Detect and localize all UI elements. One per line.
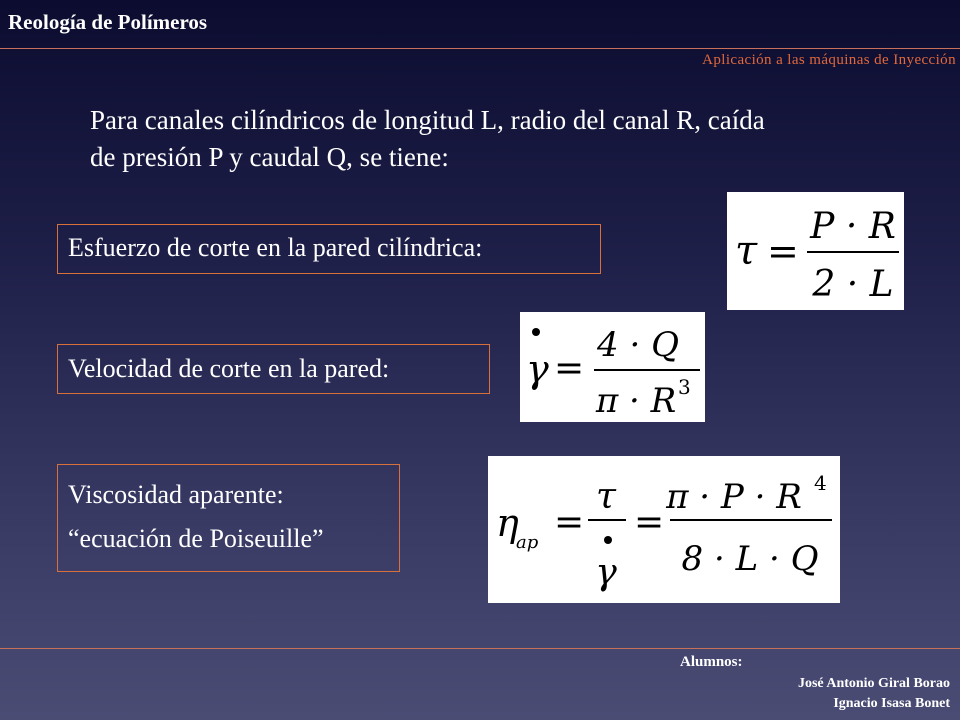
formula-exponent: 3	[678, 375, 691, 399]
formula-equals-1: =	[554, 502, 585, 543]
presentation-title: Reología de Polímeros	[8, 10, 208, 34]
shear-stress-formula	[727, 192, 904, 310]
formula-denominator: π · R	[595, 381, 677, 421]
student-name-2: Ignacio Isasa Bonet	[833, 696, 950, 711]
intro-paragraph	[90, 102, 910, 176]
formula-equals-2: =	[634, 502, 665, 543]
formula-equals: =	[767, 229, 799, 273]
formula-denominator: 8 · L · Q	[681, 539, 819, 579]
formula-eta-symbol: η	[496, 501, 519, 545]
shear-rate-formula	[520, 312, 705, 422]
formula-tau-symbol: τ	[735, 228, 758, 274]
intro-line-1: Para canales cilíndricos de longitud L, radio del canal R, caída	[90, 105, 765, 135]
viscosity-label	[57, 464, 400, 572]
formula-mid-numerator: τ	[596, 476, 616, 517]
dot-accent	[604, 536, 612, 544]
viscosity-label-line-2: “ecuación de Poiseuille”	[68, 524, 324, 553]
viscosity-label-line-1: Viscosidad aparente:	[68, 480, 284, 509]
formula-mid-denominator: γ	[595, 552, 617, 593]
dot-accent	[532, 328, 540, 336]
slide-subtitle: Aplicación a las máquinas de Inyección	[702, 52, 956, 68]
formula-eta-subscript: ap	[516, 532, 539, 553]
shear-rate-label: Velocidad de corte en la pared:	[57, 344, 490, 394]
intro-line-2: de presión P y caudal Q, se tiene:	[90, 142, 449, 172]
footer-divider	[0, 648, 960, 649]
formula-numerator: P · R	[810, 206, 896, 247]
shear-stress-label: Esfuerzo de corte en la pared cilíndrica:	[57, 224, 601, 274]
formula-gamma-symbol: γ	[526, 347, 549, 391]
formula-equals: =	[554, 348, 585, 389]
formula-numerator: 4 · Q	[597, 325, 679, 365]
header-divider	[0, 48, 960, 49]
formula-exponent: 4	[814, 471, 827, 495]
formula-denominator: 2 · L	[812, 264, 894, 305]
student-name-1: José Antonio Giral Borao	[797, 676, 950, 691]
students-label: Alumnos:	[680, 654, 743, 670]
viscosity-formula	[488, 456, 840, 603]
formula-numerator: π · P · R	[666, 477, 802, 517]
